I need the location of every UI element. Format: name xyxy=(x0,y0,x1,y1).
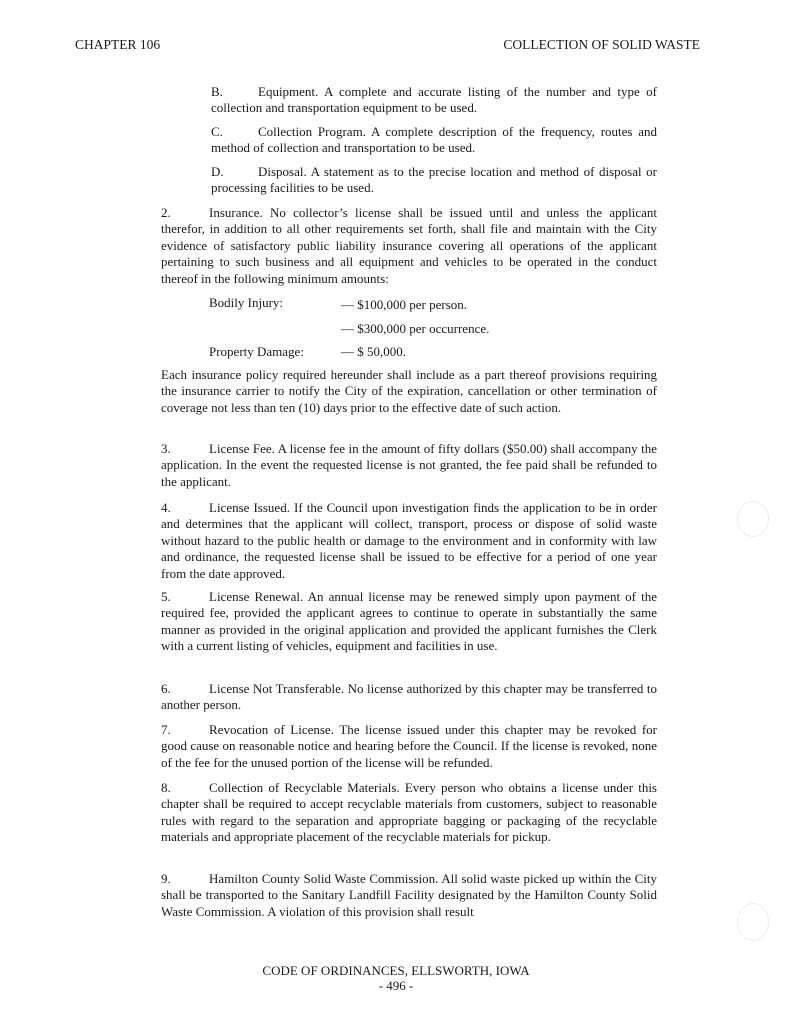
subsection-number: B. xyxy=(211,84,223,99)
section-text: Revocation of License. The license issued under this chapter may be revoked for good cause on reasonable notice and hearing before the Council. If the license is revoked, none of the fee for the unused portion of the license will be refunded. xyxy=(161,722,657,770)
section-solid-waste-commission xyxy=(161,871,657,920)
section-text: License Fee. A license fee in the amount of fifty dollars ($50.00) shall accompany the application. In the event the requested license is not granted, the fee paid shall be refunded to the applicant. xyxy=(161,441,657,489)
footer-code-title: CODE OF ORDINANCES, ELLSWORTH, IOWA xyxy=(262,963,530,978)
section-number: 8. xyxy=(161,780,171,795)
section-revocation xyxy=(161,722,657,771)
subsection-c xyxy=(211,124,657,157)
section-number: 2. xyxy=(161,205,171,220)
section-insurance xyxy=(161,205,657,287)
property-damage-label: Property Damage: xyxy=(209,344,304,359)
subsection-text: Equipment. A complete and accurate listing of the number and type of collection and transportation equipment to be used. xyxy=(211,84,657,116)
page-number: - 496 - xyxy=(378,978,414,993)
bodily-injury-label: Bodily Injury: xyxy=(209,295,284,310)
section-number: 5. xyxy=(161,589,171,604)
section-number: 9. xyxy=(161,871,171,886)
section-text: Insurance. No collector’s license shall be issued until and unless the applicant therefor, in addition to all other requirements set forth, shall file and maintain with the City evidence of satisfactory public liability insurance covering all operations of the applicant pertaining to such business and all equipment and vehicles to be operated in the conduct thereof in the following minimum amounts: xyxy=(161,205,657,286)
section-text: Collection of Recyclable Materials. Every person who obtains a license under this chapter shall be required to accept recyclable materials from customers, subject to reasonable rules with regard to the separation and appropriate bagging or packaging of the recyclable materials and appropriate placement of the recyclable materials for pickup. xyxy=(161,780,657,845)
scan-punch-mark xyxy=(737,903,769,941)
chapter-number: CHAPTER 106 xyxy=(75,37,161,52)
section-license-renewal xyxy=(161,589,657,655)
subsection-number: D. xyxy=(211,164,224,179)
subsection-text: Collection Program. A complete description of the frequency, routes and method of collection and transportation to be used. xyxy=(211,124,657,156)
section-license-fee xyxy=(161,441,657,490)
section-number: 7. xyxy=(161,722,171,737)
section-text: License Renewal. An annual license may be renewed simply upon payment of the required fee, provided the applicant agrees to continue to operate in substantially the same manner as provided in the original application and provided the applicant furnishes the Clerk with a current listing of vehicles, equipment and facilities in use. xyxy=(161,589,657,654)
bodily-injury-per-person: — $100,000 per person. xyxy=(341,297,468,312)
section-text: License Not Transferable. No license authorized by this chapter may be transferred to another person. xyxy=(161,681,657,713)
section-number: 6. xyxy=(161,681,171,696)
subsection-b xyxy=(211,84,657,117)
section-recyclable xyxy=(161,780,657,846)
bodily-injury-per-occurrence: — $300,000 per occurrence. xyxy=(341,321,490,336)
section-text: License Issued. If the Council upon investigation finds the application to be in order and determines that the applicant will collect, transport, process or dispose of solid waste without hazard to the public health or damage to the environment and in conformity with law and ordinance, the requested license shall be issued to be effective for a period of one year from the date approved. xyxy=(161,500,657,581)
subsection-d xyxy=(211,164,657,197)
insurance-note: Each insurance policy required hereunder shall include as a part thereof provisions requiring the insurance carrier to notify the City of the expiration, cancellation or other termination of coverage not less than ten (10) days prior to the effective date of such action. xyxy=(161,367,657,415)
section-not-transferable xyxy=(161,681,657,714)
property-damage-value: — $ 50,000. xyxy=(341,344,406,359)
section-text: Hamilton County Solid Waste Commission. All solid waste picked up within the City shall be transported to the Sanitary Landfill Facility designated by the Hamilton County Solid Waste Commission. A violation of this provision shall result xyxy=(161,871,657,919)
section-license-issued xyxy=(161,500,657,582)
scan-punch-mark xyxy=(737,501,769,537)
chapter-title: COLLECTION OF SOLID WASTE xyxy=(503,37,700,52)
subsection-text: Disposal. A statement as to the precise location and method of disposal or processing facilities to be used. xyxy=(211,164,657,196)
section-number: 3. xyxy=(161,441,171,456)
section-number: 4. xyxy=(161,500,171,515)
subsection-number: C. xyxy=(211,124,223,139)
